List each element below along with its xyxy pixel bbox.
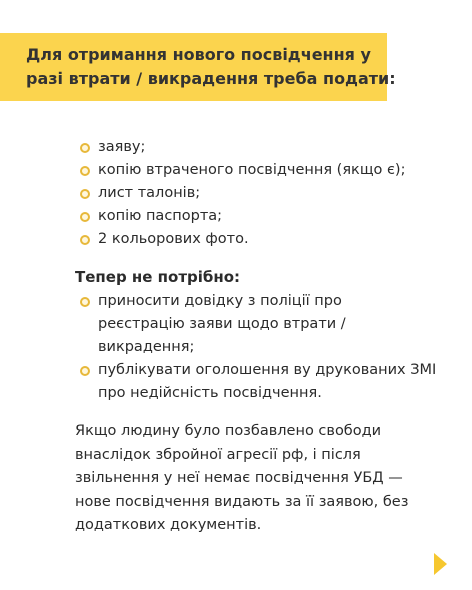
- list-item: [80, 228, 405, 251]
- list-item: [80, 136, 405, 159]
- next-arrow-icon[interactable]: [434, 553, 447, 575]
- list-item-line: викрадення;: [98, 339, 195, 355]
- list-item-text: копію паспорта;: [98, 208, 223, 224]
- list-item-line: реєстрацію заяви щодо втрати /: [98, 316, 346, 332]
- circle-bullet-icon: [80, 212, 90, 222]
- header-line-2: разі втрати / викрадення треба подати:: [26, 69, 396, 88]
- paragraph-line: додаткових документів.: [75, 517, 262, 533]
- list-item-text: копію втраченого посвідчення (якщо є);: [98, 162, 406, 178]
- circle-bullet-icon: [80, 143, 90, 153]
- list-item-line: публікувати оголошення ву друкованих ЗМІ: [98, 362, 437, 378]
- paragraph-line: Якщо людину було позбавлено свободи: [75, 423, 382, 439]
- not-needed-title: Тепер не потрібно:: [75, 268, 241, 286]
- paragraph-line: нове посвідчення видають за її заявою, без: [75, 493, 409, 510]
- list-item-line: про недійсність посвідчення.: [98, 385, 322, 401]
- list-item-text: лист талонів;: [98, 185, 201, 201]
- list-item: [80, 290, 436, 359]
- paragraph-line: внаслідок збройної агресії рф, і після: [75, 446, 361, 463]
- circle-bullet-icon: [80, 235, 90, 245]
- header-banner: [0, 33, 396, 101]
- paragraph-line: звільнення у неї немає посвідчення УБД —: [75, 470, 403, 486]
- circle-bullet-icon: [80, 166, 90, 176]
- circle-bullet-icon: [80, 189, 90, 199]
- circle-bullet-icon: [80, 366, 90, 376]
- documents-list: [80, 136, 405, 251]
- info-paragraph: [75, 420, 408, 538]
- list-item: [80, 182, 405, 205]
- header-line-1: Для отримання нового посвідчення у: [26, 45, 371, 64]
- list-item: [80, 159, 405, 182]
- list-item: [80, 205, 405, 228]
- list-item-text: 2 кольорових фото.: [98, 231, 249, 247]
- list-item-line: приносити довідку з поліції про: [98, 293, 342, 309]
- not-needed-list: [80, 290, 436, 405]
- list-item-text: заяву;: [98, 139, 146, 155]
- circle-bullet-icon: [80, 297, 90, 307]
- list-item: [80, 359, 436, 405]
